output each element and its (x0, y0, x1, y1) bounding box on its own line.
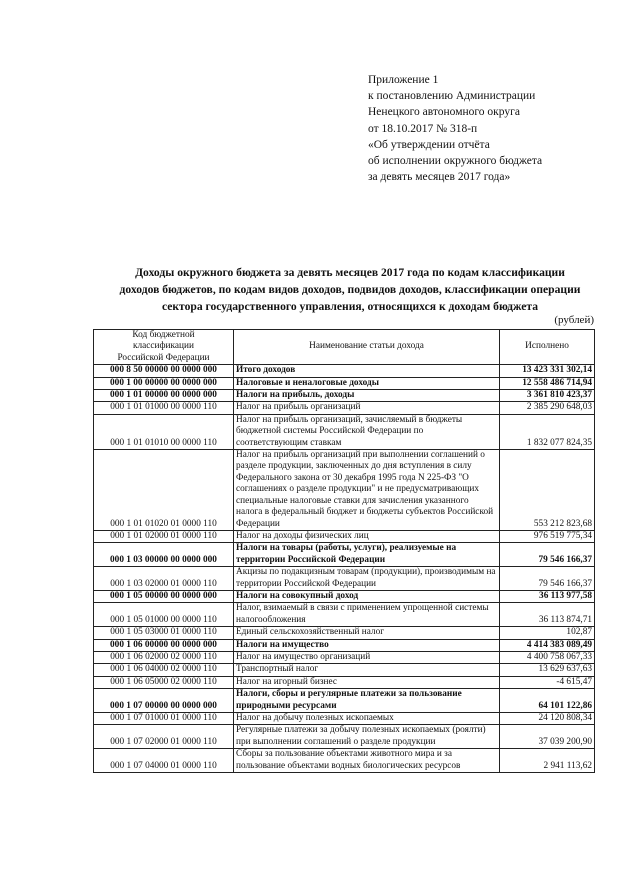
row-code: 000 1 05 01000 00 0000 110 (94, 603, 234, 627)
table-row (94, 713, 595, 725)
row-name: Налоги на прибыль, доходы (234, 390, 500, 402)
row-value: 4 414 383 089,49 (500, 639, 595, 651)
appendix-line: от 18.10.2017 № 318-п (368, 122, 478, 135)
table-row (94, 530, 595, 542)
row-name: Транспортный налог (234, 664, 500, 676)
table-row (94, 543, 595, 567)
row-code: 000 1 06 00000 00 0000 000 (94, 639, 234, 651)
appendix-line: об исполнении окружного бюджета (368, 155, 543, 168)
title-line: доходов бюджетов, по кодам видов доходов, подвидов доходов, классификации операции (119, 283, 581, 296)
row-code: 000 1 07 02000 01 0000 110 (94, 725, 234, 749)
row-code: 000 1 03 00000 00 0000 000 (94, 543, 234, 567)
row-name: Акцизы по подакцизным товарам (продукции), производимым на территории Российской Федерации (234, 567, 500, 591)
row-name: Налог на имущество организаций (234, 651, 500, 663)
table-row (94, 689, 595, 713)
appendix-block (368, 72, 628, 185)
row-code: 000 1 06 02000 02 0000 110 (94, 651, 234, 663)
row-code: 000 1 01 02000 01 0000 110 (94, 530, 234, 542)
row-name: Налог, взимаемый в связи с применением упрощенной системы налогообложения (234, 603, 500, 627)
row-value: 2 385 290 648,03 (500, 402, 595, 414)
row-value: 2 941 113,62 (500, 749, 595, 773)
row-value: 79 546 166,37 (500, 567, 595, 591)
table-row (94, 390, 595, 402)
table-row (94, 603, 595, 627)
appendix-line: Приложение 1 (368, 74, 439, 86)
appendix-line: за девять месяцев 2017 года» (368, 171, 511, 184)
table-row (94, 725, 595, 749)
row-name: Сборы за пользование объектами животного мира и за пользование объектами водных биологических ресурсов (234, 749, 500, 773)
row-value: 79 546 166,37 (500, 543, 595, 567)
table-row (94, 590, 595, 602)
row-name: Налоги, сборы и регулярные платежи за пользование природными ресурсами (234, 689, 500, 713)
row-code: 000 1 01 00000 00 0000 000 (94, 390, 234, 402)
table-row (94, 414, 595, 449)
row-value: 13 629 637,63 (500, 664, 595, 676)
table-row (94, 365, 595, 377)
row-name: Налоговые и неналоговые доходы (234, 377, 500, 389)
document-title (92, 264, 608, 315)
row-value: 36 113 874,71 (500, 603, 595, 627)
table-row (94, 664, 595, 676)
row-value: 553 212 823,68 (500, 450, 595, 531)
table-row (94, 402, 595, 414)
table-row (94, 377, 595, 389)
appendix-line: «Об утверждении отчёта (368, 138, 490, 151)
table-row (94, 639, 595, 651)
table-row (94, 749, 595, 773)
row-code: 000 1 01 01000 00 0000 110 (94, 402, 234, 414)
row-code: 000 1 07 00000 00 0000 000 (94, 689, 234, 713)
row-value: 976 519 775,34 (500, 530, 595, 542)
row-code: 000 1 03 02000 01 0000 110 (94, 567, 234, 591)
header-name: Наименование статьи дохода (234, 330, 500, 365)
row-name: Единый сельскохозяйственный налог (234, 627, 500, 639)
row-value: 13 423 331 302,14 (500, 365, 595, 377)
row-name: Регулярные платежи за добычу полезных ископаемых (роялти) при выполнении соглашений о разделе продукции (234, 725, 500, 749)
row-value: 3 361 810 423,37 (500, 390, 595, 402)
table-row (94, 627, 595, 639)
row-value: 37 039 200,90 (500, 725, 595, 749)
row-code: 000 1 06 05000 02 0000 110 (94, 676, 234, 688)
revenue-table (93, 329, 595, 773)
table-row (94, 651, 595, 663)
row-name: Налог на прибыль организаций, зачисляемый в бюджеты бюджетной системы Российской Федерации по соответствующим ставкам (234, 414, 500, 449)
row-code: 000 1 01 01020 01 0000 110 (94, 450, 234, 531)
row-value: 102,87 (500, 627, 595, 639)
title-line: сектора государственного управления, относящихся к доходам бюджета (161, 300, 539, 313)
row-code: 000 1 05 00000 00 0000 000 (94, 590, 234, 602)
row-name: Налоги на товары (работы, услуги), реализуемые на территории Российской Федерации (234, 543, 500, 567)
row-code: 000 1 05 03000 01 0000 110 (94, 627, 234, 639)
header-code: Код бюджетной классификации Российской Федерации (94, 330, 234, 365)
title-line: Доходы окружного бюджета за девять месяцев 2017 года по кодам классификации (135, 266, 565, 279)
units-label: (рублей) (554, 314, 594, 326)
row-value: 36 113 977,58 (500, 590, 595, 602)
row-value: 4 400 758 067,33 (500, 651, 595, 663)
table-header-row (94, 330, 595, 365)
appendix-line: к постановлению Администрации (368, 90, 536, 103)
row-name: Налоги на имущество (234, 639, 500, 651)
row-name: Налог на прибыль организаций при выполнении соглашений о разделе продукции, заключенных до дня вступления в силу Федерального закона от 30 декабря 1995 года N 225-ФЗ "О соглашениях о разделе продукции" и не предусматривающих специальные налоговые ставки для зачисления указанного налога в федеральный бюджет и бюджеты субъектов Российской Федерации (234, 450, 500, 531)
row-value: -4 615,47 (500, 676, 595, 688)
row-name: Налог на игорный бизнес (234, 676, 500, 688)
row-code: 000 1 00 00000 00 0000 000 (94, 377, 234, 389)
row-value: 24 120 808,34 (500, 713, 595, 725)
row-code: 000 1 06 04000 02 0000 110 (94, 664, 234, 676)
row-value: 1 832 077 824,35 (500, 414, 595, 449)
row-name: Налог на доходы физических лиц (234, 530, 500, 542)
row-name: Налог на добычу полезных ископаемых (234, 713, 500, 725)
row-code: 000 8 50 00000 00 0000 000 (94, 365, 234, 377)
header-value: Исполнено (500, 330, 595, 365)
row-code: 000 1 07 01000 01 0000 110 (94, 713, 234, 725)
table-row (94, 567, 595, 591)
row-name: Налог на прибыль организаций (234, 402, 500, 414)
row-name: Налоги на совокупный доход (234, 590, 500, 602)
table-row (94, 676, 595, 688)
row-value: 12 558 486 714,94 (500, 377, 595, 389)
table-row (94, 450, 595, 531)
appendix-line: Ненецкого автономного округа (368, 106, 520, 119)
row-name: Итого доходов (234, 365, 500, 377)
row-value: 64 101 122,86 (500, 689, 595, 713)
table-body (94, 365, 595, 773)
row-code: 000 1 01 01010 00 0000 110 (94, 414, 234, 449)
row-code: 000 1 07 04000 01 0000 110 (94, 749, 234, 773)
